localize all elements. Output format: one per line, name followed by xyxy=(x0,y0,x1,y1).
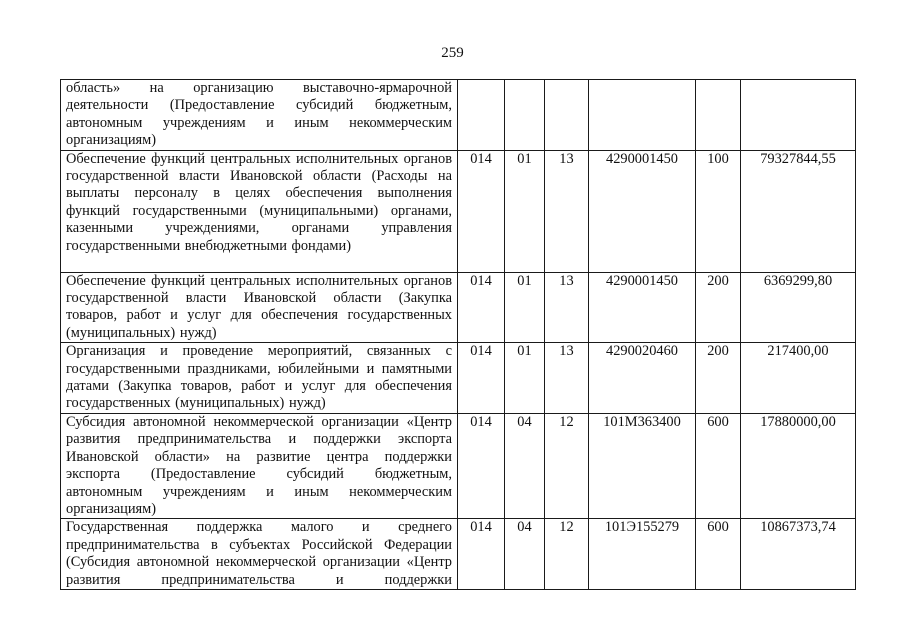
table-row xyxy=(61,150,856,272)
section-code-cell: 01 xyxy=(505,343,545,414)
admin-code-cell: 014 xyxy=(458,343,505,414)
expense-type-cell: 200 xyxy=(696,343,741,414)
subsection-code-cell: 13 xyxy=(545,272,589,343)
table-row xyxy=(61,343,856,414)
section-code-cell: 01 xyxy=(505,150,545,272)
row-description: Обеспечение функций центральных исполнительных органов государственной власти Ивановской области (Закупка товаров, работ и услуг для обеспечения государственных (муниципальных) нужд) xyxy=(61,272,458,343)
expense-type-cell xyxy=(696,80,741,151)
expense-type-cell: 600 xyxy=(696,413,741,518)
target-article-cell: 4290001450 xyxy=(589,272,696,343)
table-row xyxy=(61,519,856,590)
admin-code-cell: 014 xyxy=(458,150,505,272)
admin-code-cell: 014 xyxy=(458,272,505,343)
amount-cell: 17880000,00 xyxy=(741,413,856,518)
row-description: область» на организацию выставочно-ярмарочной деятельности (Предоставление субсидий бюджетным, автономным учреждениям и иным некоммерческим организациям) xyxy=(61,80,458,151)
table-row xyxy=(61,80,856,151)
admin-code-cell: 014 xyxy=(458,519,505,590)
budget-table xyxy=(60,79,856,590)
target-article-cell: 101M363400 xyxy=(589,413,696,518)
target-article-cell xyxy=(589,80,696,151)
expense-type-cell: 200 xyxy=(696,272,741,343)
expense-type-cell: 600 xyxy=(696,519,741,590)
amount-cell xyxy=(741,80,856,151)
page-number: 259 xyxy=(441,45,464,61)
table-row xyxy=(61,272,856,343)
admin-code-cell: 014 xyxy=(458,413,505,518)
table-row xyxy=(61,413,856,518)
amount-cell: 6369299,80 xyxy=(741,272,856,343)
subsection-code-cell: 13 xyxy=(545,150,589,272)
subsection-code-cell: 12 xyxy=(545,519,589,590)
admin-code-cell xyxy=(458,80,505,151)
amount-cell: 217400,00 xyxy=(741,343,856,414)
row-description: Организация и проведение мероприятий, связанных с государственными праздниками, юбилейными и памятными датами (Закупка товаров, работ и услуг для обеспечения государственных (муниципальных) нужд) xyxy=(61,343,458,414)
subsection-code-cell xyxy=(545,80,589,151)
target-article-cell: 4290020460 xyxy=(589,343,696,414)
target-article-cell: 101Э155279 xyxy=(589,519,696,590)
section-code-cell: 04 xyxy=(505,519,545,590)
section-code-cell xyxy=(505,80,545,151)
row-description: Обеспечение функций центральных исполнительных органов государственной власти Ивановской области (Расходы на выплаты персоналу в целях обеспечения выполнения функций государственными (муниципальными) органами, казенными учреждениями, органами управления государственными внебюджетными фондами) xyxy=(61,150,458,272)
amount-cell: 79327844,55 xyxy=(741,150,856,272)
amount-cell: 10867373,74 xyxy=(741,519,856,590)
target-article-cell: 4290001450 xyxy=(589,150,696,272)
row-description: Субсидия автономной некоммерческой организации «Центр развития предпринимательства и поддержки экспорта Ивановской области» на развитие центра поддержки экспорта (Предоставление субсидий бюджетным, автономным учреждениям и иным некоммерческим организациям) xyxy=(61,413,458,518)
subsection-code-cell: 12 xyxy=(545,413,589,518)
section-code-cell: 04 xyxy=(505,413,545,518)
row-description: Государственная поддержка малого и среднего предпринимательства в субъектах Российской Федерации (Субсидия автономной некоммерческой организации «Центр развития предпринимательства и поддержки xyxy=(61,519,458,590)
section-code-cell: 01 xyxy=(505,272,545,343)
expense-type-cell: 100 xyxy=(696,150,741,272)
subsection-code-cell: 13 xyxy=(545,343,589,414)
